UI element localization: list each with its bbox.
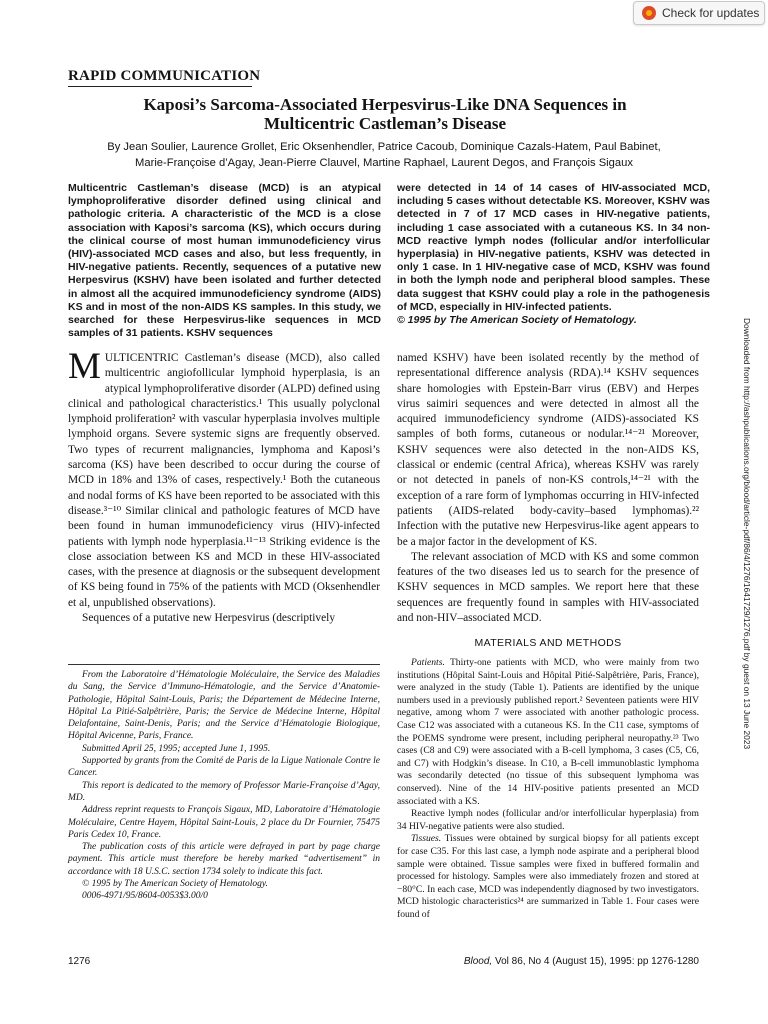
intro-paragraph-text: ULTICENTRIC Castleman’s disease (MCD), also called multicentric angiofollicular lymphoid hyperplasia, is an atypical lymphoproliferative disorder (ALPD) defined using clinical and pathological characteristics.¹ This usually polyclonal lymphoid proliferation² with vascular hyperplasia involves multiple lymphoid organs. Severe systemic signs are frequently observed. Two types of recurrent malignancies, lymphoma and Kaposi’s sarcoma (KS) have been described to occur during the course of MCD in 18% and 13% of cases, respectively.¹ Both the cutaneous and nodal forms of KS have been reported to be associated with this disease.³⁻¹⁰ Similar clinical and pathologic features of MCD have been found in human immunodeficiency virus (HIV)-infected patients with lymph node hyperplasia.¹¹⁻¹³ Striking evidence is the close association between KS and MCD in these HIV-associated cases, with the presence at diagnosis or the subsequent development of KS being found in 75% of the patients with MCD (Oksenhendler et al, unpublished observations). bbox=[68, 352, 380, 609]
title-line-1: Kaposi’s Sarcoma-Associated Herpesvirus-Like DNA Sequences in bbox=[143, 95, 627, 114]
authors-line-2: Marie-Françoise d’Agay, Jean-Pierre Clauvel, Martine Raphael, Laurent Degos, and François Sigaux bbox=[135, 157, 633, 169]
footnote-copyright: © 1995 by The American Society of Hematology. bbox=[82, 879, 268, 890]
methods-section bbox=[397, 657, 699, 921]
check-for-updates-label: Check for updates bbox=[662, 6, 760, 20]
footnote-issn: 0006-4971/95/8604-0053$3.00/0 bbox=[82, 891, 208, 902]
patients-text: Thirty-one patients with MCD, who were mainly from two institutions (Hôpital Saint-Louis and Hôpital Pitié-Salpêtrière, Paris, France), were analyzed in the study (Table 1). Patients are identified by the unique numbers used in a previously published report.² Seventeen patients were HIV negative, among whom 7 were associated with another pathologic process. Case C12 was associated with a cutaneous KS. In the C11 case, symptoms of the POEMS syndrome were present, including peripheral neuropathy.²³ Two cases (C8 and C9) were associated with a B-cell lymphoma, 3 cases (C5, C6, and C7) with Hodgkin’s disease. In C10, a B-cell immunoblastic lymphoma was secondarily detected (no tissue of this subsequent lymphoma was conserved). Nine of the 14 HIV-positive patients presented an MCD associated with a KS. bbox=[397, 657, 699, 807]
methods-tissues-paragraph bbox=[397, 833, 699, 921]
footnote-dedication: This report is dedicated to the memory of Professor Marie-Françoise d’Agay, MD. bbox=[68, 780, 380, 803]
article-title bbox=[70, 95, 700, 133]
footnote-submitted: Submitted April 25, 1995; accepted June 1, 1995. bbox=[82, 743, 271, 754]
journal-name: Blood, bbox=[463, 956, 493, 967]
body-left-column bbox=[68, 346, 380, 626]
download-notice: Downloaded from http://ashpublications.org/blood/article-pdf/86/4/1276/1641729/1276.pdf by guest on 13 June 2023 bbox=[742, 318, 752, 750]
section-label: RAPID COMMUNICATION bbox=[68, 68, 261, 84]
right-paragraph-1: named KSHV) have been isolated recently by the method of representational difference analysis (RDA).¹⁴ KSHV sequences share homologies with Epstein-Barr virus (EBV) and Herpes virus saimiri sequences and were detected in almost all the acquired immunodeficiency syndrome (AIDS)-associated KS samples of both forms, cutaneous or nodular.¹⁴⁻²¹ Moreover, KSHV sequences were also detected in the non-AIDS KS, classical or endemic (central Africa), whereas KSHV was rarely or not detected in panels of non-KS controls,¹⁴⁻²¹ with the exception of a rare form of lymphomas occurring in HIV-infected patients (AIDS-related body-cavity–based lymphomas).²² Infection with the putative new Herpesvirus-like agent appears to be a major factor in the development of KS. bbox=[397, 352, 699, 548]
author-list bbox=[68, 139, 700, 171]
title-line-2: Multicentric Castleman’s Disease bbox=[263, 114, 507, 133]
methods-heading: MATERIALS AND METHODS bbox=[474, 637, 622, 649]
abstract-right bbox=[397, 182, 710, 327]
footnote-reprint: Address reprint requests to François Sigaux, MD, Laboratoire d’Hématologie Moléculaire, Centre Hayem, Hôpital Saint-Louis, 2 place du Dr Fournier, 75475 Paris Cedex 10, France. bbox=[68, 805, 380, 840]
journal-details: Vol 86, No 4 (August 15), 1995: pp 1276-1280 bbox=[494, 956, 699, 967]
abstract-right-text: were detected in 14 of 14 cases of HIV-associated MCD, including 5 cases without detectable KS. Moreover, KSHV was detected in 7 of 17 MCD cases in HIV-negative patients, including 1 case associated with a cutaneous KS. In 34 non-MCD reactive lymph nodes (follicular and/or interfollicular hyperplasia) in HIV-negative patients, KSHV was detected in only 1 case. In 1 HIV-negative case of MCD, KSHV was found in both the lymph node and peripheral blood samples. These data suggest that KSHV could play a role in the pathogenesis of MCD, especially in HIV-infected patients. bbox=[397, 182, 710, 313]
tissues-text: Tissues were obtained by surgical biopsy for all patients except for case C35. For this last case, a lymph node aspirate and a peripheral blood sample were obtained. Tissue samples were fixed in buffered formalin and processed for histology. Samples were also immediately frozen and stored at −80°C. In each case, MCD was independently diagnosed by two investigators. MCD histologic characteristics²⁴ are summarized in Table 1. Four cases were found of bbox=[397, 833, 699, 920]
abstract-left bbox=[68, 182, 381, 340]
page-number: 1276 bbox=[68, 956, 91, 967]
methods-patients-paragraph bbox=[397, 657, 699, 808]
intro-paragraph-2: Sequences of a putative new Herpesvirus (descriptively bbox=[82, 612, 336, 625]
check-for-updates-button[interactable] bbox=[633, 1, 765, 25]
section-divider bbox=[68, 86, 252, 87]
methods-reactive-paragraph: Reactive lymph nodes (follicular and/or interfollicular hyperplasia) from 34 HIV-negative patients were also studied. bbox=[397, 808, 699, 832]
body-right-column bbox=[397, 351, 699, 626]
intro-paragraph bbox=[68, 346, 380, 611]
tissues-subheading: Tissues. bbox=[411, 833, 442, 845]
journal-citation bbox=[440, 956, 699, 967]
footnote-support: Supported by grants from the Comité de Paris de la Ligue Nationale Contre le Cancer. bbox=[68, 756, 380, 779]
abstract-copyright: © 1995 by The American Society of Hematology. bbox=[397, 314, 637, 327]
drop-cap: M bbox=[68, 346, 101, 387]
authors-line-1: By Jean Soulier, Laurence Grollet, Eric Oksenhendler, Patrice Cacoub, Dominique Cazals-Hatem, Paul Babinet, bbox=[107, 141, 661, 153]
footnote-publication-costs: The publication costs of this article were defrayed in part by page charge payment. This article must therefore be hereby marked “advertisement” in accordance with 18 U.S.C. section 1734 solely to indicate this fact. bbox=[68, 842, 380, 877]
patients-subheading: Patients. bbox=[411, 657, 445, 668]
right-paragraph-2: The relevant association of MCD with KS and some common features of the two diseases led us to search for the presence of KSHV sequences in MCD samples. We report here that these sequences are frequently found in samples with HIV-associated and non-HIV–associated MCD. bbox=[397, 550, 699, 625]
footnote-affiliations: From the Laboratoire d’Hématologie Moléculaire, the Service des Maladies du Sang, the Service d’Immuno-Hématologie, and the Service d’Anatomie-Pathologie, Hôpital Saint-Louis, Paris; the Département de Médecine Interne, Hôpital La Pitié-Salpêtrière, Paris; the Service de Médecine Interne, Hôpital Delafontaine, Saint-Denis, Paris; and the Service d’Hématologie Biologique, Hôpital Avicenne, Paris, France. bbox=[68, 670, 380, 742]
footnotes bbox=[68, 669, 380, 903]
abstract-left-text: Multicentric Castleman’s disease (MCD) is an atypical lymphoproliferative disorder defined using clinical and pathologic criteria. A characteristic of the MCD is a close association with Kaposi’s sarcoma (KS), which occurs during the clinical course of most human immunodeficiency virus (HIV)-associated MCD cases and also, but less frequently, in HIV-negative patients. Recently, sequences of a putative new Herpesvirus (KSHV) have been isolated and further detected in almost all the acquired immunodeficiency syndrome (AIDS) KS and in most of the non-AIDS KS samples. In this study, we searched for these Herpesvirus-like sequences in MCD samples of 31 patients. KSHV sequences bbox=[68, 182, 381, 340]
footnote-divider bbox=[68, 664, 380, 665]
crossmark-icon bbox=[642, 6, 656, 20]
